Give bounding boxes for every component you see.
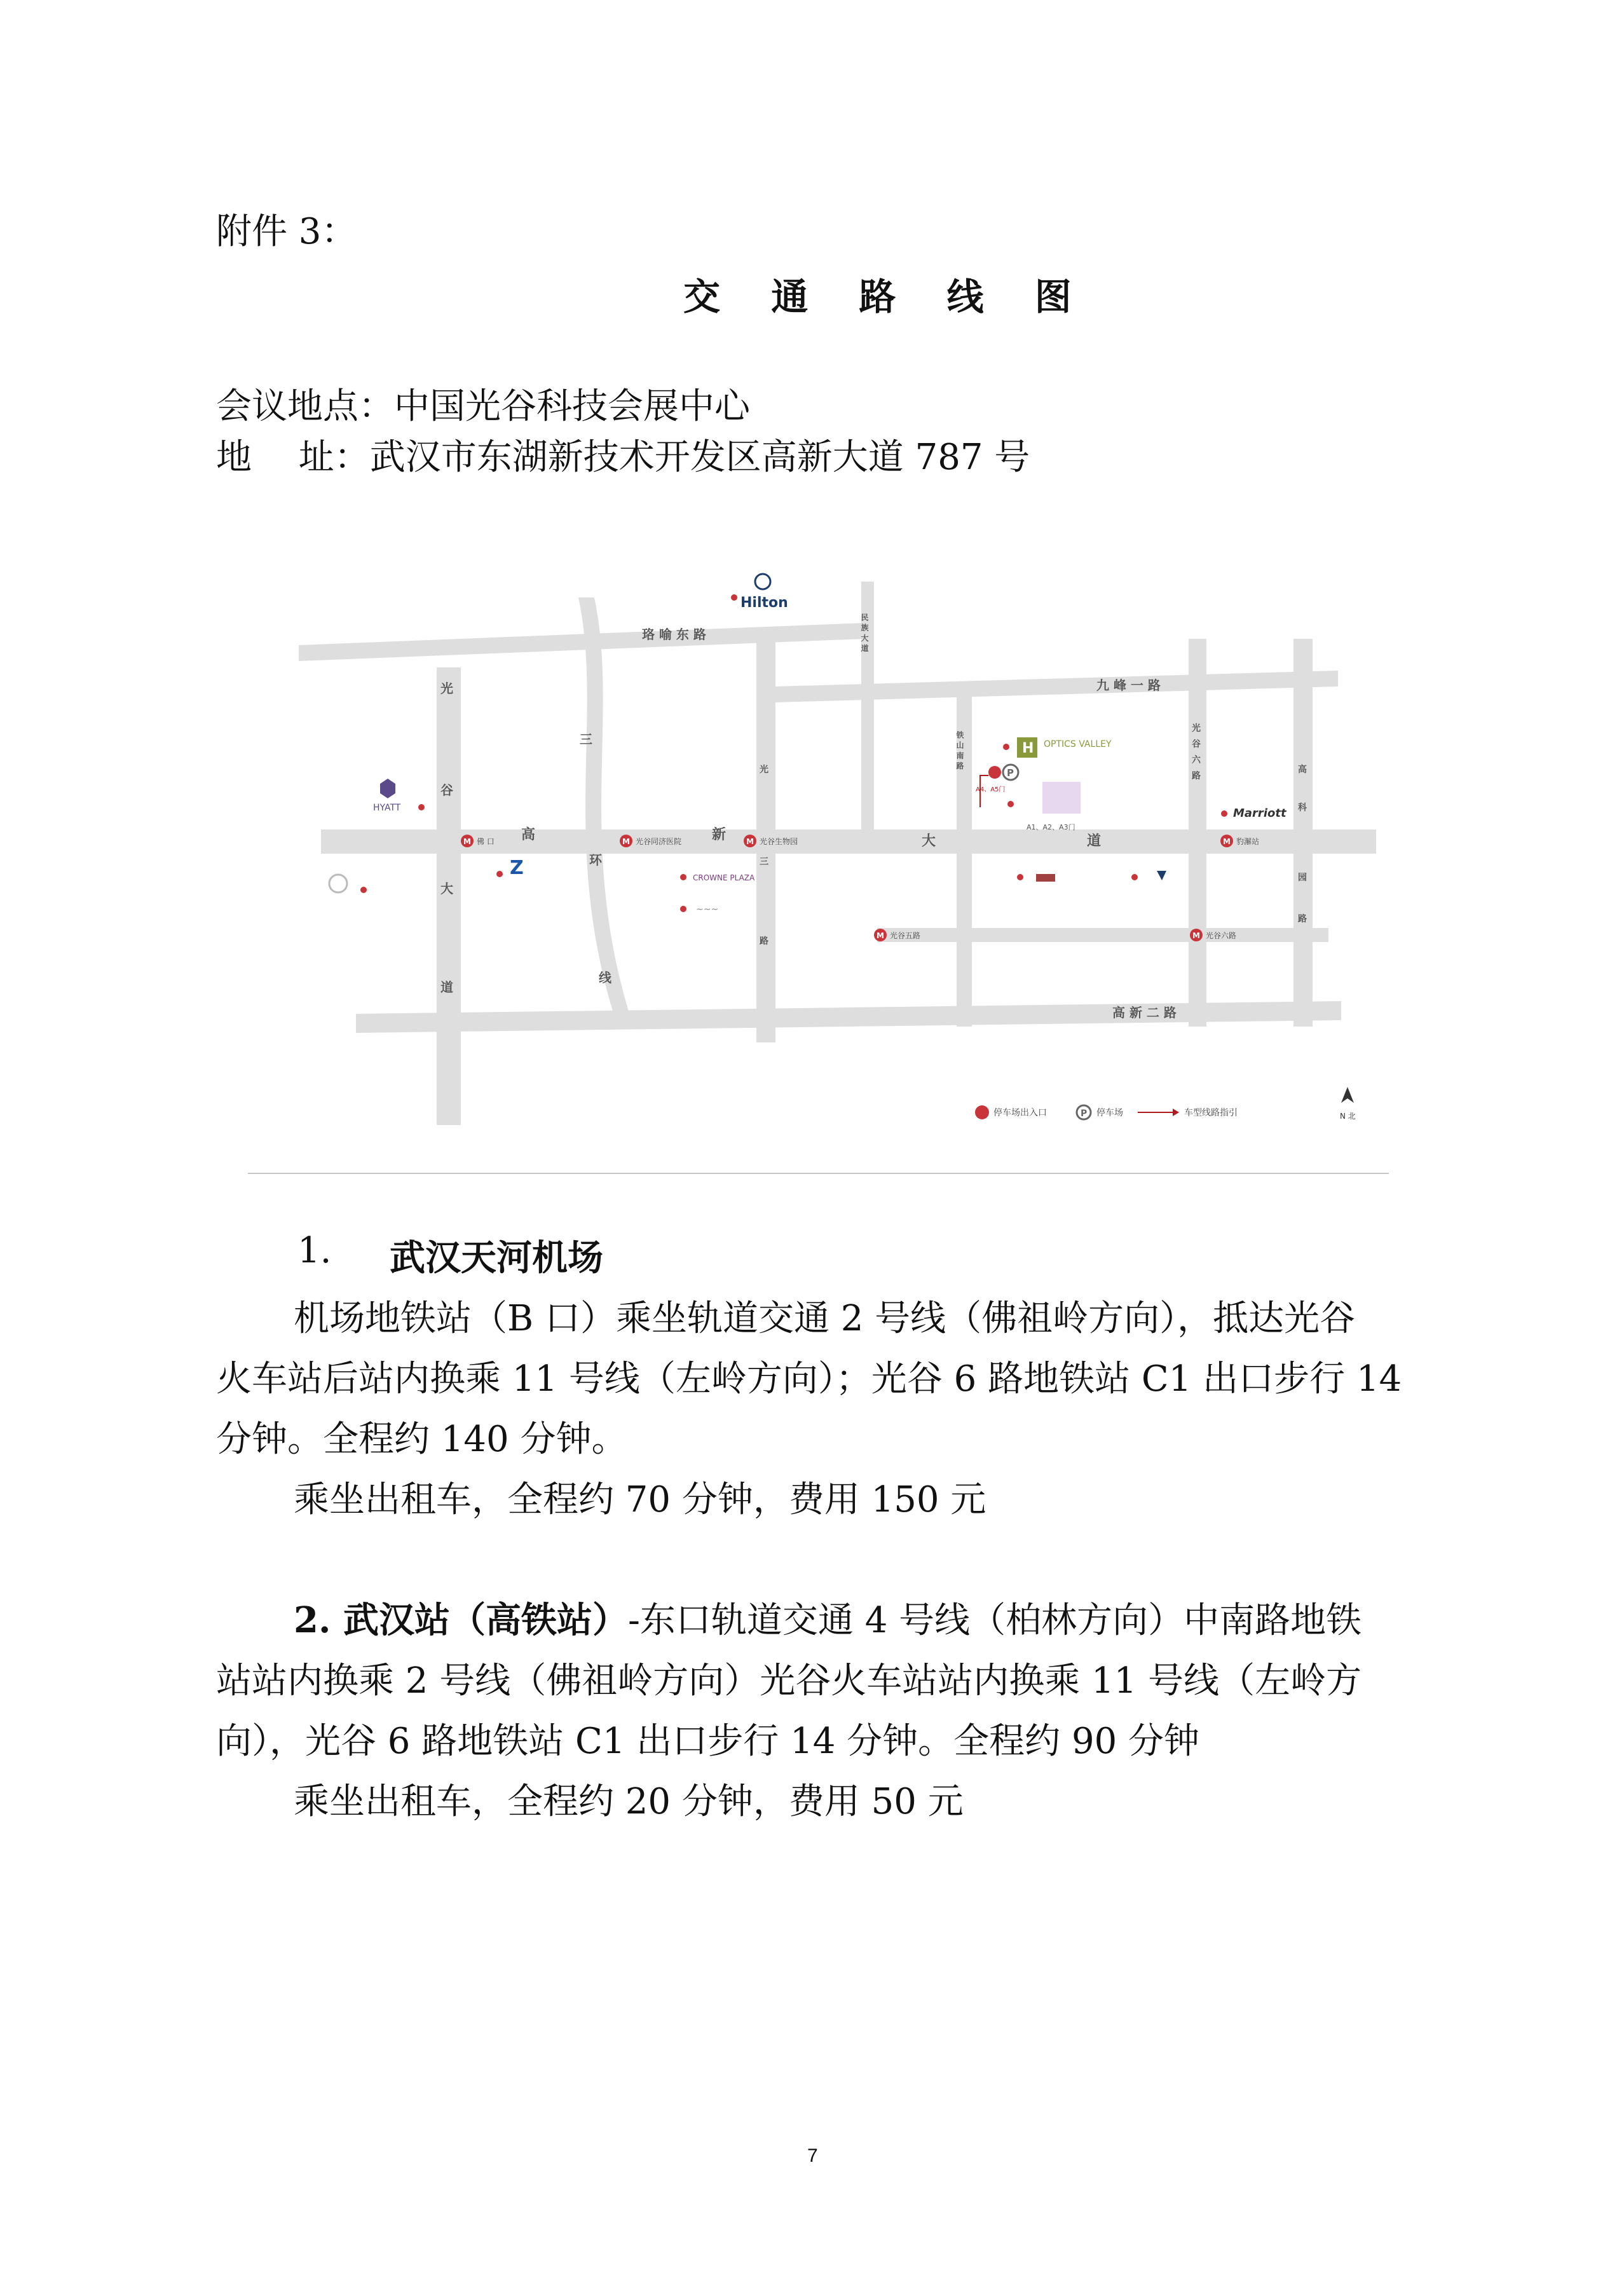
section-1-line-3: 分钟。全程约 140 分钟。 xyxy=(216,1419,627,1460)
label-sanhuan-1: 三 xyxy=(580,732,592,747)
location-pin-icon xyxy=(731,594,737,601)
svg-text:光谷生物园: 光谷生物园 xyxy=(760,837,798,846)
svg-text:CROWNE PLAZA: CROWNE PLAZA xyxy=(693,873,755,882)
svg-text:M: M xyxy=(463,837,471,846)
road-gaoke xyxy=(1293,639,1313,1027)
svg-text:H: H xyxy=(1022,741,1034,756)
road-shendun-yi xyxy=(877,928,1328,942)
traffic-route-map xyxy=(286,528,1392,1163)
label-jiufeng-yi: 九 峰 一 路 xyxy=(1096,678,1161,693)
label-guanggu-1: 光 xyxy=(440,681,453,696)
svg-text:停车场: 停车场 xyxy=(1096,1108,1123,1118)
section-2-line-2: 站站内换乘 2 号线（佛祖岭方向）光谷火车站站内换乘 11 号线（左岭方 xyxy=(216,1660,1362,1702)
location-pin-icon xyxy=(496,871,503,877)
svg-text:M: M xyxy=(622,837,630,846)
svg-text:A1、A2、A3门: A1、A2、A3门 xyxy=(1027,823,1075,831)
address-line: 地 址：武汉市东湖新技术开发区高新大道 787 号 xyxy=(216,437,1030,478)
road-guangsan xyxy=(756,629,775,1042)
page-title: 交 通 路 线 图 xyxy=(683,275,1091,318)
section-2-line-1: -东口轨道交通 4 号线（柏林方向）中南路地铁 xyxy=(627,1600,1362,1641)
svg-text:光谷同济医院: 光谷同济医院 xyxy=(636,837,682,846)
label-guangliu-2: 谷 xyxy=(1192,739,1201,749)
label-guangsan-3: 路 xyxy=(760,936,768,946)
svg-text:Hilton: Hilton xyxy=(740,595,788,611)
section-1-line-1: 机场地铁站（B 口）乘坐轨道交通 2 号线（佛祖岭方向），抵达光谷 xyxy=(294,1298,1356,1339)
svg-text:P: P xyxy=(1007,767,1014,779)
svg-text:Marriott: Marriott xyxy=(1233,807,1286,820)
label-sanhuan-3: 线 xyxy=(599,970,611,985)
svg-text:光谷六路: 光谷六路 xyxy=(1206,931,1237,940)
svg-text:A4、A5门: A4、A5门 xyxy=(976,786,1006,793)
svg-text:光谷五路: 光谷五路 xyxy=(890,931,921,940)
svg-text:P: P xyxy=(1081,1109,1088,1119)
section-2-taxi: 乘坐出租车，全程约 20 分钟，费用 50 元 xyxy=(294,1781,964,1822)
venue-line: 会议地点：中国光谷科技会展中心 xyxy=(216,386,750,427)
label-gaoke-3: 园 xyxy=(1298,873,1307,883)
page-number: 7 xyxy=(807,2145,818,2166)
label-guangliu-3: 六 xyxy=(1192,755,1201,765)
label-guangsan-1: 光 xyxy=(760,765,768,775)
location-pin-icon xyxy=(1131,874,1138,880)
label-gaoxin-2: 新 xyxy=(712,827,727,843)
label-guanggu-3: 大 xyxy=(440,881,453,896)
label-sanhuan-2: 环 xyxy=(589,852,602,868)
label-tieshan: 铁 山 南 路 xyxy=(955,731,964,770)
label-gaoxin-1: 高 xyxy=(521,827,536,843)
label-guangliu-1: 光 xyxy=(1192,723,1201,734)
label-minzu: 民 族 大 道 xyxy=(860,613,869,652)
divider xyxy=(248,1173,1389,1174)
label-guangsan-2: 三 xyxy=(760,857,768,867)
location-pin-icon xyxy=(680,874,686,880)
location-pin-icon xyxy=(1017,874,1023,880)
location-pin-icon xyxy=(418,804,425,810)
location-pin-icon xyxy=(1007,801,1014,807)
road-guangliu xyxy=(1189,639,1206,1027)
label-gaoke-1: 高 xyxy=(1298,765,1307,775)
svg-text:豹澥站: 豹澥站 xyxy=(1236,837,1260,846)
section-1-line-2: 火车站后站内换乘 11 号线（左岭方向）；光谷 6 路地铁站 C1 出口步行 14 xyxy=(216,1358,1402,1400)
road-guanggu-dadao xyxy=(437,667,461,1125)
section-1-heading: 武汉天河机场 xyxy=(390,1237,603,1279)
label-gaoxin-er: 高 新 二 路 xyxy=(1112,1005,1177,1020)
svg-text:停车场出入口: 停车场出入口 xyxy=(993,1108,1047,1118)
location-pin-icon xyxy=(1003,744,1009,750)
label-gaoke-4: 路 xyxy=(1298,914,1307,924)
svg-text:~~~: ~~~ xyxy=(696,905,719,915)
svg-text:OPTICS VALLEY: OPTICS VALLEY xyxy=(1044,739,1112,749)
location-pin-icon xyxy=(680,906,686,912)
svg-text:N 北: N 北 xyxy=(1340,1112,1356,1121)
label-guanggu-2: 谷 xyxy=(440,782,453,798)
label-guanggu-4: 道 xyxy=(440,980,453,995)
svg-text:M: M xyxy=(877,931,884,940)
svg-text:M: M xyxy=(746,837,754,846)
attachment-label: 附件 3： xyxy=(216,211,357,252)
svg-text:Z: Z xyxy=(510,857,524,879)
svg-text:M: M xyxy=(1223,837,1231,846)
section-2-heading: 2. 武汉站（高铁站） xyxy=(294,1599,628,1641)
label-gaoke-2: 科 xyxy=(1298,803,1307,813)
svg-text:M: M xyxy=(1192,931,1200,940)
svg-text:佛 口: 佛 口 xyxy=(477,837,495,846)
label-gaoxin-3: 大 xyxy=(922,833,936,849)
label-gaoxin-4: 道 xyxy=(1087,833,1102,849)
label-guangliu-4: 路 xyxy=(1192,771,1201,781)
section-1-number: 1. xyxy=(297,1230,332,1271)
location-pin-icon xyxy=(360,887,367,893)
section-2-line-3: 向），光谷 6 路地铁站 C1 出口步行 14 分钟。全程约 90 分钟 xyxy=(216,1721,1200,1762)
map-legend xyxy=(975,1105,1238,1119)
section-2-first-line xyxy=(294,1592,1361,1643)
svg-text:车型线路指引: 车型线路指引 xyxy=(1184,1108,1238,1118)
section-1-taxi: 乘坐出租车，全程约 70 分钟，费用 150 元 xyxy=(294,1479,986,1520)
label-luoyu-east: 珞 喻 东 路 xyxy=(642,627,706,642)
location-pin-icon xyxy=(1221,810,1227,817)
svg-text:HYATT: HYATT xyxy=(373,803,401,813)
